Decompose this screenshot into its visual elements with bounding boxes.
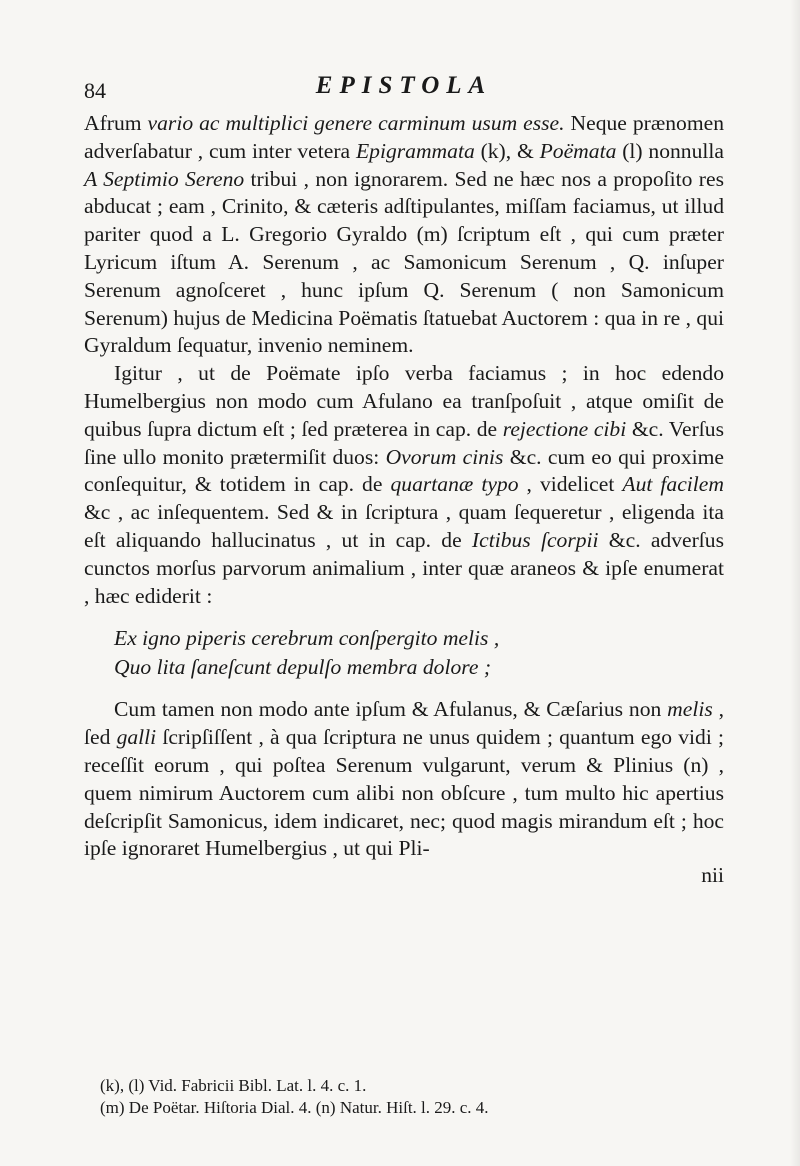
italic-phrase: A Septimio Sereno bbox=[84, 166, 245, 191]
paragraph-1: Afrum vario ac multiplici genere carminum usum esse. Neque prænomen adverſabatur , cum inter vetera Epigrammata (k), & Poëmata (l) nonnulla A Septimio Sereno tribui , non ignorarem. Sed ne hæc nos a propoſito res abducat ; eam , Crinito, & cæteris adſtipulantes, miſſam faciamus, ut illud pariter quod a L. Gregorio Gyraldo (m) ſcriptum eſt , qui cum præter Lyricum iſtum A. Serenum , ac Samonicum Serenum , Q. inſuper Serenum agnoſceret , hunc ipſum Q. Serenum ( non Samonicum Serenum) hujus de Medicina Poëmatis ſtatuebat Auctorem : qua in re , qui Gyraldum ſequatur, invenio neminem. bbox=[84, 111, 724, 358]
running-head: EPISTOLA bbox=[315, 72, 493, 99]
italic-phrase: Ictibus ſcorpii bbox=[471, 527, 599, 552]
footnotes bbox=[100, 1075, 720, 1119]
footnote-1: (k), (l) Vid. Fabricii Bibl. Lat. l. 4. c. 1. bbox=[100, 1076, 367, 1095]
paragraph-3: Cum tamen non modo ante ipſum & Afulanus, & Cæſarius non melis , ſed galli ſcripſiſſent , à qua ſcriptura ne unus quidem ; quantum ego vidi ; receſſit eorum , qui poſtea Serenum vulgarunt, verum & Plinius (n) , quem nimirum Auctorem cum alibi non obſcure , tum multo hic apertius deſcripſit Samonicus, idem indicaret, nec; quod magis mirandum eſt ; hoc ipſe ignoraret Humelbergius , ut qui Pli- bbox=[84, 697, 724, 861]
poem-line-2: Quo lita ſaneſcunt depulſo membra dolore ; bbox=[114, 655, 492, 680]
poem-line-1: Ex igno piperis cerebrum conſpergito melis , bbox=[114, 626, 500, 651]
italic-phrase: vario ac multiplici genere carminum usum esse. bbox=[147, 111, 565, 135]
page-header bbox=[84, 72, 724, 112]
main-text bbox=[84, 110, 724, 887]
paragraph-2: Igitur , ut de Poëmate ipſo verba faciamus ; in hoc edendo Humelbergius non modo cum Afulano ea tranſpoſuit , atque omiſit de quibus ſupra dictum eſt ; ſed præterea in cap. de rejectione cibi &c. Verſus ſine ullo monito prætermiſit duos: Ovorum cinis &c. cum eo qui proxime conſequitur, & totidem in cap. de quartanæ typo , videlicet Aut facilem &c , ac inſequentem. Sed & in ſcriptura , quam ſequeretur , eligenda ita eſt aliquando hallucinatus , ut in cap. de Ictibus ſcorpii &c. adverſus cunctos morſus parvorum animalium , inter quæ araneos & ipſe enumerat , hæc ediderit : bbox=[84, 361, 725, 608]
italic-phrase: quartanæ typo bbox=[390, 472, 519, 497]
italic-phrase: galli bbox=[116, 725, 157, 750]
page-number: 84 bbox=[84, 78, 106, 103]
italic-phrase: Epigrammata bbox=[355, 138, 475, 163]
catchword: nii bbox=[701, 863, 724, 888]
poem-quotation bbox=[84, 624, 724, 682]
italic-phrase: Aut facilem bbox=[622, 472, 724, 497]
italic-phrase: Ovorum cinis bbox=[385, 444, 504, 469]
italic-phrase: Poëmata bbox=[539, 138, 617, 163]
italic-phrase: rejectione cibi bbox=[502, 416, 627, 441]
italic-phrase: melis bbox=[667, 697, 713, 722]
footnote-2: (m) De Poëtar. Hiſtoria Dial. 4. (n) Natur. Hiſt. l. 29. c. 4. bbox=[100, 1098, 489, 1117]
